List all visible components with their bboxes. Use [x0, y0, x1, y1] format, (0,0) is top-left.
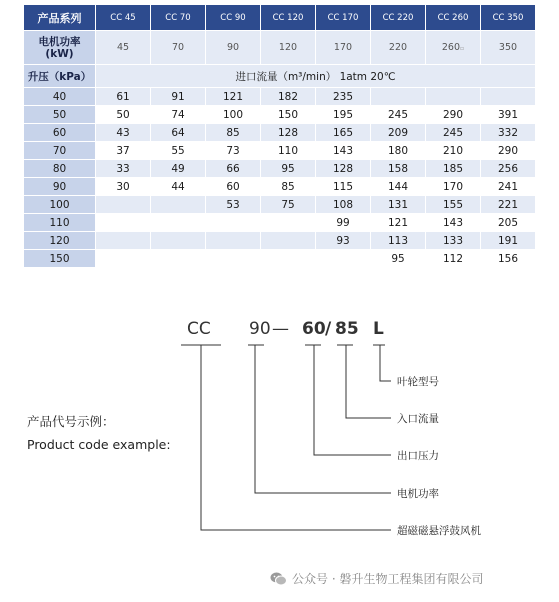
power-unit: (kW) [45, 47, 74, 60]
series-row [24, 5, 536, 31]
flow-value: 121 [371, 214, 426, 232]
flow-value: 131 [371, 196, 426, 214]
flow-value: 99 [316, 214, 371, 232]
flow-value: 180 [371, 142, 426, 160]
label-inlet-flow: 入口流量 [397, 413, 439, 425]
power-value: 220 [371, 31, 426, 65]
pressure-label: 升压（kPa） [24, 65, 96, 88]
spec-table [23, 4, 536, 268]
table-row [24, 196, 536, 214]
flow-value [316, 250, 371, 268]
connector-impeller [380, 345, 391, 381]
table-row [24, 178, 536, 196]
flow-value: 85 [261, 178, 316, 196]
flow-value [261, 232, 316, 250]
flow-value: 182 [261, 88, 316, 106]
power-value: 70 [151, 31, 206, 65]
power-value: 120 [261, 31, 316, 65]
flow-value: 50 [96, 106, 151, 124]
flow-value: 290 [481, 142, 536, 160]
flow-value: 74 [151, 106, 206, 124]
power-value: 350 [481, 31, 536, 65]
label-outlet-pressure: 出口压力 [397, 450, 439, 462]
flow-value: 49 [151, 160, 206, 178]
flow-value: 235 [316, 88, 371, 106]
flow-value: 66 [206, 160, 261, 178]
code-example-title-cn: 产品代号示例： [27, 414, 115, 429]
table-row [24, 214, 536, 232]
table-row [24, 232, 536, 250]
flow-value: 150 [261, 106, 316, 124]
flow-value: 37 [96, 142, 151, 160]
pressure-value: 100 [24, 196, 96, 214]
label-motor-power: 电机功率 [397, 488, 439, 500]
power-value: 260 [441, 42, 461, 53]
flow-value [261, 214, 316, 232]
flow-value [96, 214, 151, 232]
flow-value: 290 [426, 106, 481, 124]
flow-value: 30 [96, 178, 151, 196]
flow-value: 133 [426, 232, 481, 250]
model-header: CC 260 [426, 5, 481, 31]
pressure-value: 120 [24, 232, 96, 250]
flow-value: 332 [481, 124, 536, 142]
power-label-cell [24, 31, 96, 65]
wechat-icon [270, 572, 287, 586]
flow-value [206, 214, 261, 232]
flow-value: 245 [371, 106, 426, 124]
flow-value [96, 232, 151, 250]
flow-value: 241 [481, 178, 536, 196]
code-prefix: CC [187, 319, 211, 339]
flow-value: 195 [316, 106, 371, 124]
flow-value: 43 [96, 124, 151, 142]
power-value: 90 [206, 31, 261, 65]
pressure-value: 50 [24, 106, 96, 124]
flow-value [481, 88, 536, 106]
flow-value: 55 [151, 142, 206, 160]
code-impeller: L [373, 319, 384, 339]
power-mark: ▫ [460, 45, 465, 52]
model-header: CC 90 [206, 5, 261, 31]
flow-value [151, 232, 206, 250]
power-value: 45 [96, 31, 151, 65]
flow-value: 73 [206, 142, 261, 160]
flow-value: 209 [371, 124, 426, 142]
flow-value [206, 250, 261, 268]
flow-value: 156 [481, 250, 536, 268]
flow-value: 110 [261, 142, 316, 160]
flow-value [151, 196, 206, 214]
code-flow: 85 [335, 319, 359, 339]
flow-header-row [24, 65, 536, 88]
flow-value: 158 [371, 160, 426, 178]
flow-value: 113 [371, 232, 426, 250]
flow-value: 108 [316, 196, 371, 214]
flow-value [151, 250, 206, 268]
flow-value: 61 [96, 88, 151, 106]
pressure-value: 90 [24, 178, 96, 196]
model-header: CC 120 [261, 5, 316, 31]
pressure-value: 150 [24, 250, 96, 268]
flow-value: 91 [151, 88, 206, 106]
flow-value: 185 [426, 160, 481, 178]
pressure-value: 110 [24, 214, 96, 232]
flow-value: 115 [316, 178, 371, 196]
flow-value [151, 214, 206, 232]
model-header: CC 350 [481, 5, 536, 31]
flow-value: 143 [426, 214, 481, 232]
table-row [24, 124, 536, 142]
flow-value: 60 [206, 178, 261, 196]
power-value: 170 [316, 31, 371, 65]
series-label: 产品系列 [24, 5, 96, 31]
spec-table-body [24, 5, 536, 268]
flow-value: 391 [481, 106, 536, 124]
flow-value: 95 [371, 250, 426, 268]
flow-value: 210 [426, 142, 481, 160]
model-header: CC 220 [371, 5, 426, 31]
table-row [24, 88, 536, 106]
code-slash: / [325, 319, 332, 339]
code-dash: — [272, 319, 289, 339]
code-example-title [27, 410, 171, 456]
code-power: 90 [249, 319, 271, 339]
table-row [24, 106, 536, 124]
flow-value: 144 [371, 178, 426, 196]
flow-value: 155 [426, 196, 481, 214]
pressure-value: 60 [24, 124, 96, 142]
watermark [270, 570, 483, 587]
flow-value: 93 [316, 232, 371, 250]
flow-value: 53 [206, 196, 261, 214]
connector-product [201, 345, 391, 530]
label-product: 超磁磁悬浮鼓风机 [397, 525, 481, 537]
code-example-title-en: Product code example: [27, 437, 171, 452]
flow-value: 95 [261, 160, 316, 178]
connector-outlet-pressure [314, 345, 391, 455]
power-row [24, 31, 536, 65]
flow-value [371, 88, 426, 106]
flow-value: 170 [426, 178, 481, 196]
table-row [24, 250, 536, 268]
flow-value: 128 [316, 160, 371, 178]
flow-value: 256 [481, 160, 536, 178]
flow-value: 44 [151, 178, 206, 196]
flow-value: 165 [316, 124, 371, 142]
flow-value: 64 [151, 124, 206, 142]
pressure-value: 40 [24, 88, 96, 106]
flow-value [426, 88, 481, 106]
flow-value: 100 [206, 106, 261, 124]
flow-value: 245 [426, 124, 481, 142]
flow-value [206, 232, 261, 250]
table-row [24, 142, 536, 160]
connector-motor-power [255, 345, 391, 493]
flow-value: 128 [261, 124, 316, 142]
model-header: CC 45 [96, 5, 151, 31]
power-label: 电机功率 [38, 35, 81, 48]
model-header: CC 170 [316, 5, 371, 31]
watermark-text: 公众号 · 磐升生物工程集团有限公司 [292, 572, 484, 586]
code-pressure: 60 [302, 319, 326, 339]
flow-value: 191 [481, 232, 536, 250]
pressure-value: 70 [24, 142, 96, 160]
flow-value: 85 [206, 124, 261, 142]
flow-value [96, 250, 151, 268]
flow-value: 205 [481, 214, 536, 232]
flow-value [96, 196, 151, 214]
table-row [24, 160, 536, 178]
flow-value: 221 [481, 196, 536, 214]
label-impeller: 叶轮型号 [397, 376, 439, 388]
flow-value: 121 [206, 88, 261, 106]
flow-header: 进口流量（m³/min） 1atm 20℃ [96, 65, 536, 88]
flow-value: 112 [426, 250, 481, 268]
power-value-cell [426, 31, 481, 65]
flow-value: 33 [96, 160, 151, 178]
flow-value: 75 [261, 196, 316, 214]
pressure-value: 80 [24, 160, 96, 178]
model-header: CC 70 [151, 5, 206, 31]
flow-value [261, 250, 316, 268]
flow-value: 143 [316, 142, 371, 160]
